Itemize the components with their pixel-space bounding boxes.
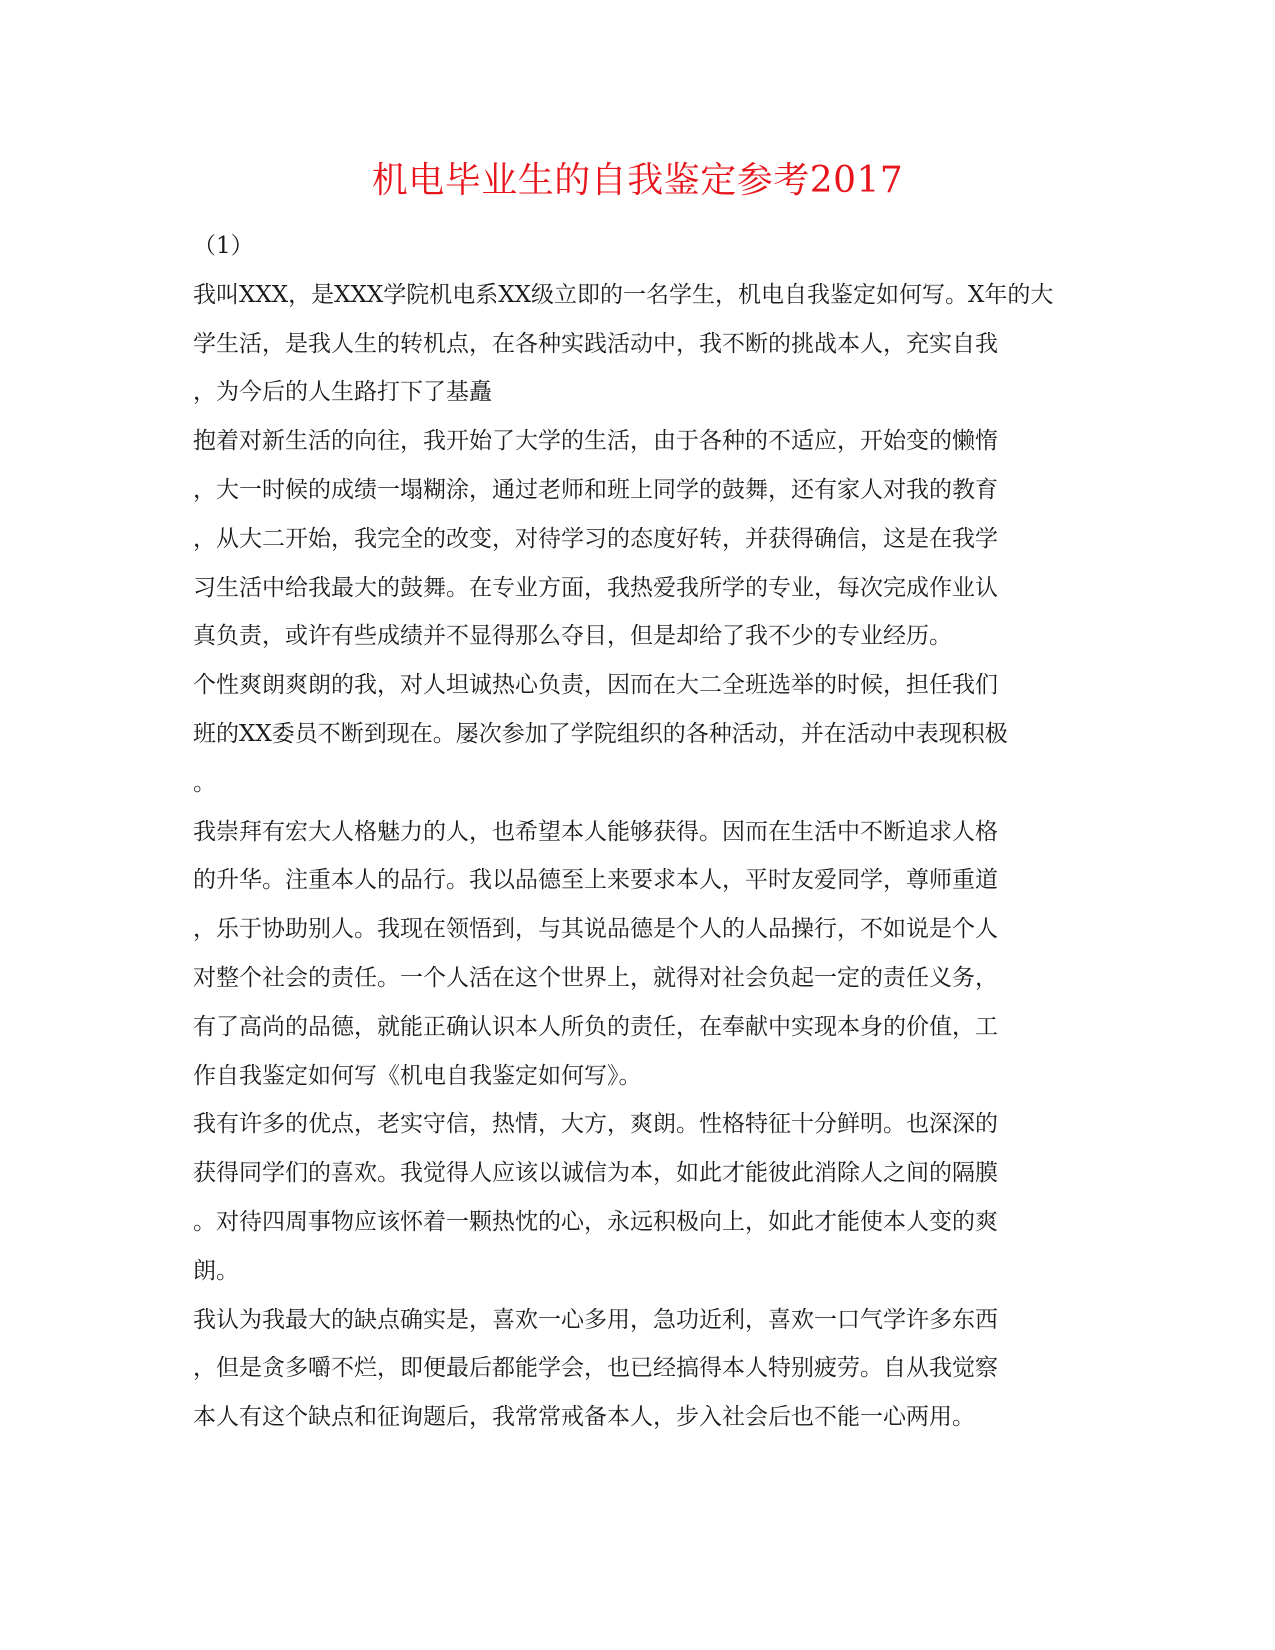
- text-line: ，乐于协助别人。我现在领悟到，与其说品德是个人的人品操行，不如说是个人: [193, 916, 998, 943]
- text-line: ，大一时候的成绩一塌糊涂，通过老师和班上同学的鼓舞，还有家人对我的教育: [193, 476, 998, 503]
- text-line: ，但是贪多嚼不烂，即便最后都能学会，也已经搞得本人特别疲劳。自从我觉察: [193, 1355, 998, 1382]
- text-line: 获得同学们的喜欢。我觉得人应该以诚信为本，如此才能彼此消除人之间的隔膜: [193, 1160, 998, 1187]
- text-line: 习生活中给我最大的鼓舞。在专业方面，我热爱我所学的专业，每次完成作业认: [193, 574, 998, 601]
- text-line: 我崇拜有宏大人格魅力的人，也希望本人能够获得。因而在生活中不断追求人格: [193, 818, 998, 845]
- document-body: [193, 222, 1083, 1442]
- text-line: （1）: [193, 233, 254, 259]
- text-line: ，为今后的人生路打下了基矗: [193, 379, 492, 406]
- text-line: 个性爽朗爽朗的我，对人坦诚热心负责，因而在大二全班选举的时候，担任我们: [193, 672, 998, 699]
- text-line: 有了高尚的品德，就能正确认识本人所负的责任，在奉献中实现本身的价值，工: [193, 1013, 998, 1040]
- document-title: 机电毕业生的自我鉴定参考2017: [371, 160, 904, 201]
- text-line: 我有许多的优点，老实守信，热情，大方，爽朗。性格特征十分鲜明。也深深的: [193, 1111, 998, 1138]
- text-line: 朗。: [193, 1257, 239, 1284]
- text-line: 。对待四周事物应该怀着一颗热忱的心，永远积极向上，如此才能使本人变的爽: [193, 1208, 998, 1235]
- text-line: 班的XX委员不断到现在。屡次参加了学院组织的各种活动，并在活动中表现积极: [193, 720, 1008, 747]
- text-line: 对整个社会的责任。一个人活在这个世界上，就得对社会负起一定的责任义务，: [193, 964, 998, 991]
- text-line: ，从大二开始，我完全的改变，对待学习的态度好转，并获得确信，这是在我学: [193, 525, 998, 552]
- text-line: 的升华。注重本人的品行。我以品德至上来要求本人，平时友爱同学，尊师重道: [193, 867, 998, 894]
- text-line: 真负责，或许有些成绩并不显得那么夺目，但是却给了我不少的专业经历。: [193, 623, 952, 650]
- text-line: 学生活，是我人生的转机点，在各种实践活动中，我不断的挑战本人，充实自我: [193, 330, 998, 357]
- text-line: 我认为我最大的缺点确实是，喜欢一心多用，急功近利，喜欢一口气学许多东西: [193, 1306, 998, 1333]
- text-line: 作自我鉴定如何写《机电自我鉴定如何写》。: [193, 1062, 642, 1089]
- text-line: 。: [193, 769, 216, 796]
- text-line: 抱着对新生活的向往，我开始了大学的生活，由于各种的不适应，开始变的懒惰: [193, 428, 998, 455]
- text-line: 我叫XXX，是XXX学院机电系XX级立即的一名学生，机电自我鉴定如何写。X年的大: [193, 281, 1054, 308]
- text-line: 本人有这个缺点和征询题后，我常常戒备本人，步入社会后也不能一心两用。: [193, 1404, 975, 1431]
